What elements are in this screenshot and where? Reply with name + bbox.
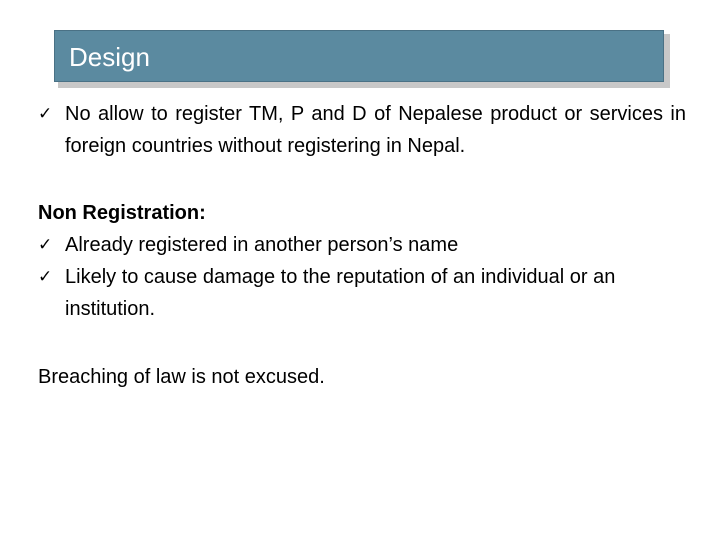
spacer [38,325,686,361]
check-icon: ✓ [38,104,53,124]
bullet-text: No allow to register TM, P and D of Nepalese product or services in foreign countries without registering in Nepal. [65,103,686,157]
title-bar [54,30,664,82]
bullet-item [38,261,686,325]
closing-statement: Breaching of law is not excused. [38,366,325,388]
bullet-item [38,98,686,162]
bullet-item [38,229,686,261]
bullet-text: Already registered in another person’s name [65,234,459,256]
bullet-text: Likely to cause damage to the reputation of an individual or an institution. [65,266,616,320]
slide-content [38,98,686,393]
slide-title: Design [69,42,150,72]
check-icon: ✓ [38,267,53,287]
check-icon: ✓ [38,235,53,255]
section-heading: Non Registration: [38,202,206,224]
